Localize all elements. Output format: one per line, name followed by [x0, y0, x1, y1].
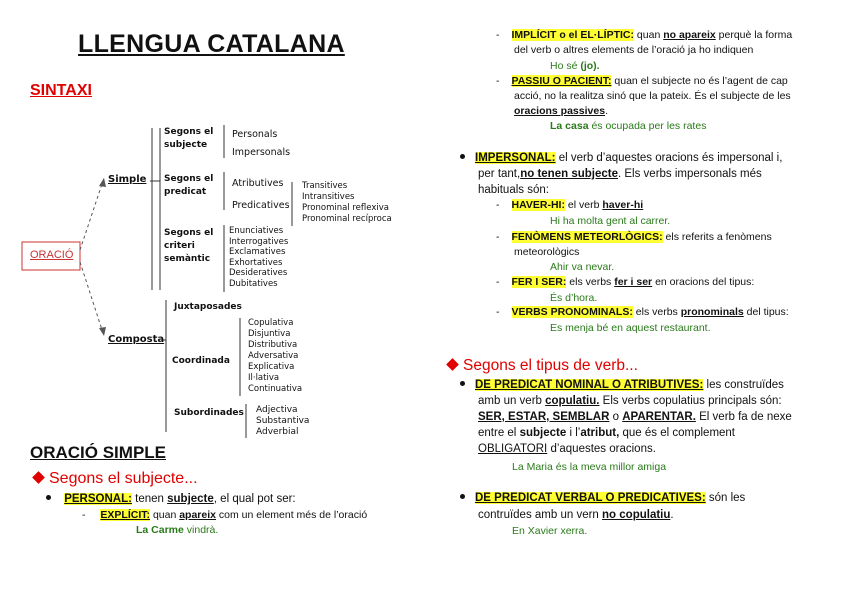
- bullet-personal: PERSONAL: tenen subjecte, el qual pot ser:: [46, 491, 296, 507]
- tree-subordinades-items: Adjectiva Substantiva Adverbial: [256, 405, 310, 437]
- bullet-icon: [460, 381, 465, 386]
- example-pronominals: Es menja bé en aquest restaurant.: [550, 322, 711, 334]
- tree-juxtaposades: Juxtaposades: [174, 302, 242, 312]
- example-predicat-verbal: En Xavier xerra.: [512, 525, 588, 537]
- section-title-sintaxi: SINTAXI: [30, 82, 92, 99]
- example-haver-hi: Hi ha molta gent al carrer.: [550, 215, 671, 227]
- tree-composta: Composta: [108, 334, 165, 345]
- oracio-label: ORACIÓ: [30, 249, 74, 261]
- item-fenomens: - FENÒMENS METEORLÒGICS: els referits a fenòmens meteorològics: [496, 231, 772, 258]
- tree-predicatives-sub: Transitives Intransitives Pronominal reflexiva Pronominal recíproca: [302, 181, 392, 224]
- diamond-bullet-icon: [32, 471, 45, 484]
- page-title: LLENGUA CATALANA: [78, 30, 345, 58]
- tree-predicat-items: Atributives Predicatives: [232, 178, 290, 211]
- example-explicit: La Carme vindrà.: [136, 524, 219, 536]
- heading-oracio-simple: ORACIÓ SIMPLE: [30, 443, 167, 462]
- example-passiu: La casa és ocupada per les rates: [550, 120, 707, 132]
- tree-coordinada: Coordinada: [172, 356, 230, 366]
- tree-subjecte-items: Personals Impersonals: [232, 129, 291, 158]
- bullet-predicat-verbal: DE PREDICAT VERBAL O PREDICATIVES: són les contruïdes amb un vern no copulatiu.: [460, 490, 745, 524]
- tree-subordinades: Subordinades: [174, 408, 244, 418]
- item-pronominals: - VERBS PRONOMINALS: els verbs pronominals del tipus:: [496, 306, 789, 318]
- diamond-bullet-icon: [446, 358, 459, 371]
- tree-cat-semantic: Segons el criteri semàntic: [164, 228, 214, 264]
- tree-coordinada-items: Copulativa Disjuntiva Distributiva Adversativa Explicativa Il·lativa Continuativa: [248, 318, 303, 394]
- tree-simple: Simple: [108, 174, 147, 185]
- item-explicit: - EXPLÍCIT: quan apareix com un element més de l’oració: [82, 509, 368, 521]
- example-fenomens: Ahir va nevar.: [550, 261, 615, 273]
- example-predicat-nominal: La Maria és la meva millor amiga: [512, 461, 667, 473]
- item-passiu: - PASSIU O PACIENT: quan el subjecte no és l’agent de cap acció, no la realitza sinó que la pateix. És el subjecte de les oracions passives.: [496, 75, 791, 117]
- item-fer-ser: - FER I SER: els verbs fer i ser en oracions del tipus:: [496, 276, 755, 288]
- tree-semantic-items: Enunciatives Interrogatives Exclamatives Exhortatives Desideratives Dubitatives: [229, 226, 289, 289]
- example-fer-ser: És d’hora.: [550, 292, 598, 304]
- subheading-segons-verb: Segons el tipus de verb...: [448, 357, 638, 375]
- bullet-icon: [460, 494, 465, 499]
- bullet-impersonal: IMPERSONAL: el verb d’aquestes oracions és impersonal i, per tant,no tenen subjecte. Els verbs impersonals més habituals són:: [460, 150, 782, 198]
- item-implicit: - IMPLÍCIT o el EL·LÍPTIC: quan no apareix perquè la forma del verb o altres elements de l’oració ja ho indiquen: [496, 29, 793, 56]
- example-implicit: Ho sé (jo).: [550, 60, 600, 72]
- tree-cat-predicat: Segons el predicat: [164, 174, 214, 197]
- bullet-icon: [460, 154, 465, 159]
- bullet-predicat-nominal: DE PREDICAT NOMINAL O ATRIBUTIVES: les construïdes amb un verb copulatiu. Els verbs copulatius principals són: SER, ESTAR, SEMBLAR o APARENTAR. El verb fa de nexe entre el subjecte i l’atribut, que és el complement OBLIGATORI d’aquestes oracions.: [460, 377, 792, 457]
- tree-cat-subjecte: Segons el subjecte: [164, 127, 214, 150]
- bullet-icon: [46, 495, 51, 500]
- subheading-segons-subjecte: Segons el subjecte...: [34, 470, 198, 488]
- item-haver-hi: - HAVER-HI: el verb haver-hi: [496, 199, 644, 211]
